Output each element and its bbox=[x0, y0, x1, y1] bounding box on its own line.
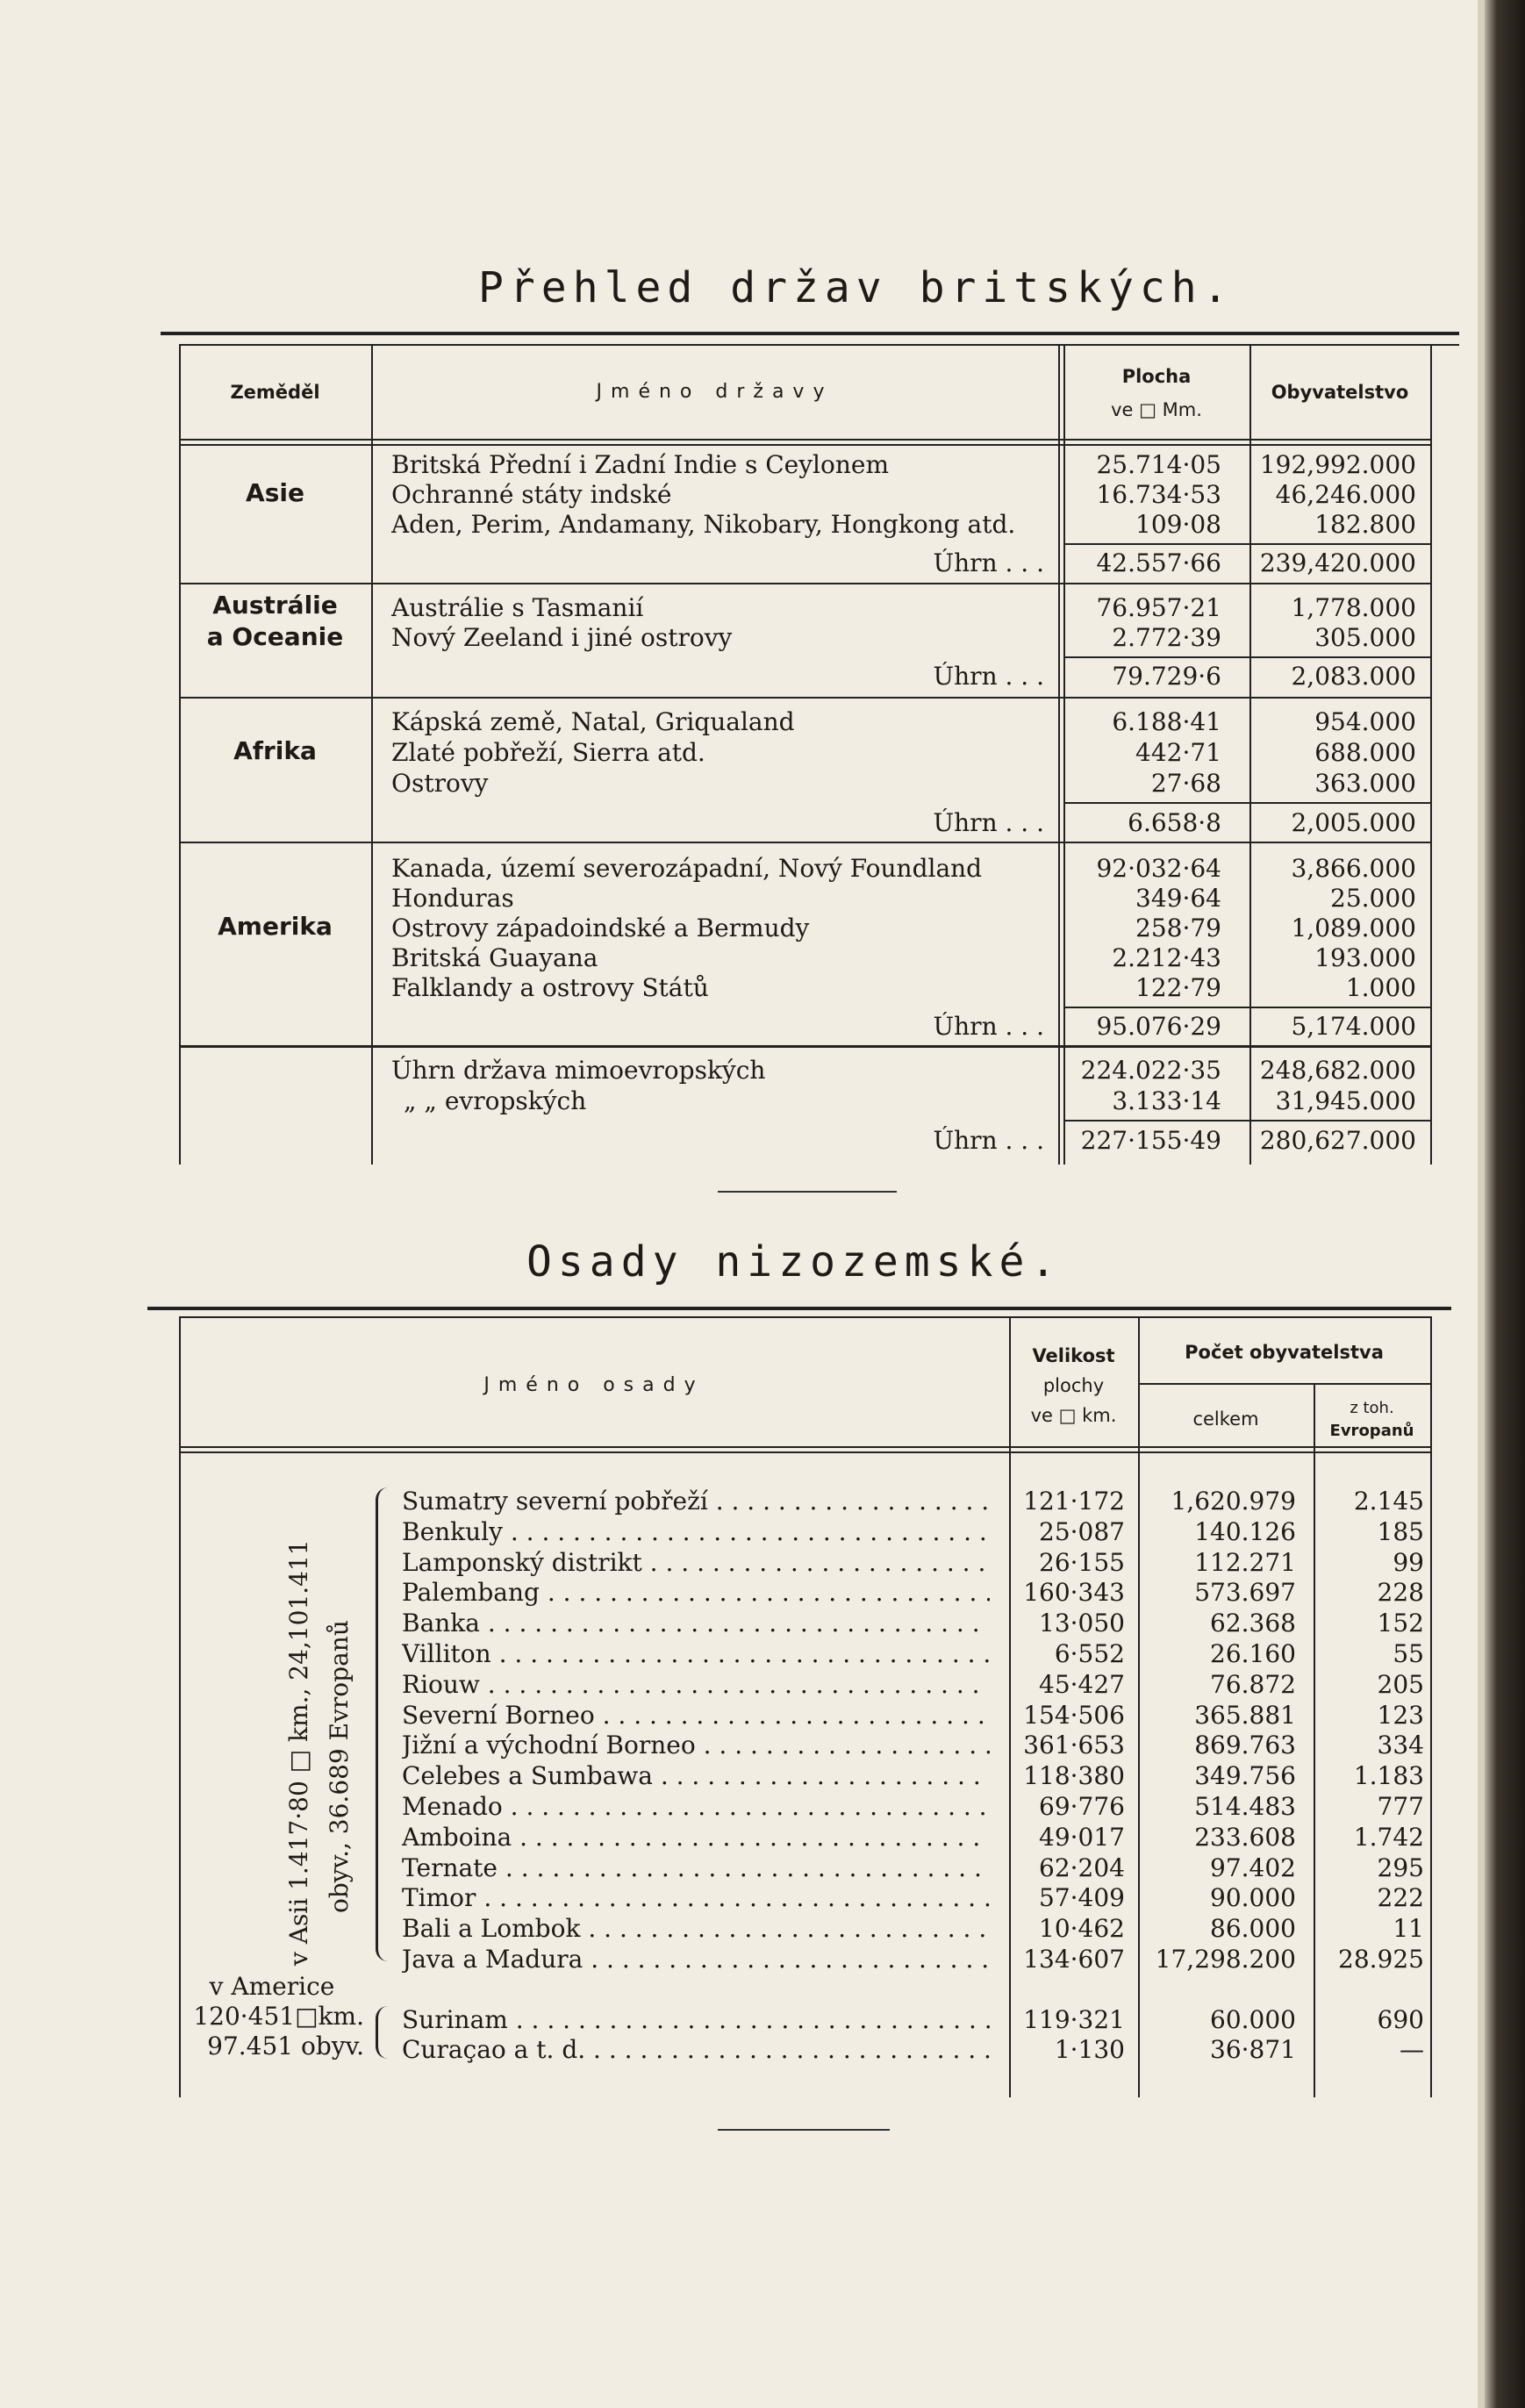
osada-total: 90.000 bbox=[1210, 1883, 1296, 1913]
row-area: 92·032·64 bbox=[1096, 854, 1221, 883]
osada-euro: 1.742 bbox=[1353, 1822, 1424, 1852]
america-label-2: 120·451□km. bbox=[193, 2002, 364, 2031]
row-area: 27·68 bbox=[1150, 769, 1221, 798]
osada-euro: 11 bbox=[1393, 1914, 1424, 1944]
osada-size: 118·380 bbox=[1023, 1761, 1125, 1791]
osada-size: 10·462 bbox=[1039, 1914, 1125, 1944]
header-size-3: ve □ km. bbox=[1030, 1405, 1117, 1426]
header-euro-1: z toh. bbox=[1350, 1399, 1394, 1417]
osada-size: 361·653 bbox=[1023, 1731, 1125, 1760]
header-euro-2: Evropanů bbox=[1329, 1422, 1414, 1440]
osada-name: Bali a Lombok . . . bbox=[402, 1914, 990, 1944]
osada-size: 134·607 bbox=[1023, 1945, 1125, 1974]
osada-name: Villiton . . . bbox=[402, 1639, 990, 1669]
row-name: Kápská země, Natal, Griqualand bbox=[391, 707, 795, 736]
total-label: Úhrn . . . bbox=[933, 662, 1044, 691]
osada-name: Sumatry severní pobřeží . . . bbox=[402, 1487, 990, 1516]
row-pop: 3,866.000 bbox=[1291, 854, 1416, 883]
osada-euro: — bbox=[1400, 2035, 1424, 2064]
osada-euro: 2.145 bbox=[1353, 1487, 1424, 1516]
osada-euro: 99 bbox=[1393, 1547, 1424, 1577]
total-pop: 2,083.000 bbox=[1291, 662, 1416, 691]
row-area: 122·79 bbox=[1135, 973, 1221, 1002]
osada-euro: 152 bbox=[1377, 1609, 1424, 1638]
osada-name: Timor . . . bbox=[402, 1883, 990, 1913]
summary-area: 3.133·14 bbox=[1112, 1086, 1221, 1115]
header-pop: Počet obyvatelstva bbox=[1185, 1342, 1384, 1363]
row-area: 442·71 bbox=[1135, 738, 1221, 767]
osada-size: 6·552 bbox=[1054, 1639, 1125, 1668]
osada-total: 514.483 bbox=[1194, 1792, 1296, 1821]
row-name: Britská Přední i Zadní Indie s Ceylonem bbox=[391, 450, 890, 479]
osada-total: 17,298.200 bbox=[1155, 1945, 1296, 1974]
header-size-1: Velikost bbox=[1032, 1345, 1115, 1366]
osada-total: 1,620.979 bbox=[1171, 1487, 1296, 1516]
total-pop: 239,420.000 bbox=[1259, 548, 1416, 577]
summary-total-pop: 280,627.000 bbox=[1259, 1126, 1416, 1155]
osada-total: 140.126 bbox=[1194, 1516, 1296, 1546]
osada-total: 60.000 bbox=[1210, 2005, 1296, 2034]
osada-euro: 55 bbox=[1393, 1639, 1424, 1668]
osada-euro: 185 bbox=[1377, 1516, 1424, 1546]
row-area: 109·08 bbox=[1135, 510, 1221, 539]
osada-total: 36·871 bbox=[1210, 2035, 1296, 2064]
osada-name: Riouw . . . bbox=[402, 1670, 990, 1700]
osada-total: 62.368 bbox=[1210, 1609, 1296, 1638]
osada-total: 365.881 bbox=[1194, 1700, 1296, 1730]
osada-total: 97.402 bbox=[1210, 1853, 1296, 1882]
row-name: Kanada, území severozápadní, Nový Foundland bbox=[391, 854, 983, 883]
row-pop: 193.000 bbox=[1314, 943, 1416, 972]
row-name: Ostrovy bbox=[391, 769, 489, 798]
row-pop: 954.000 bbox=[1314, 707, 1416, 736]
osada-name: Java a Madura . . . bbox=[402, 1945, 990, 1974]
row-pop: 182.800 bbox=[1314, 510, 1416, 539]
row-area: 76.957·21 bbox=[1096, 593, 1221, 622]
osada-euro: 222 bbox=[1377, 1883, 1424, 1913]
total-label: Úhrn . . . bbox=[933, 808, 1044, 837]
osada-euro: 295 bbox=[1377, 1853, 1424, 1882]
osada-euro: 123 bbox=[1377, 1700, 1424, 1730]
osada-size: 57·409 bbox=[1039, 1883, 1125, 1913]
total-pop: 5,174.000 bbox=[1291, 1012, 1416, 1041]
asia-brace bbox=[376, 1487, 396, 1961]
total-label: Úhrn . . . bbox=[933, 548, 1044, 577]
osada-euro: 690 bbox=[1377, 2005, 1424, 2034]
region-asia: Asie bbox=[246, 478, 304, 507]
header-osada: Jméno osady bbox=[483, 1374, 705, 1396]
osada-size: 154·506 bbox=[1023, 1700, 1125, 1730]
row-pop: 192,992.000 bbox=[1259, 450, 1416, 479]
osada-name: Lamponský distrikt . . . bbox=[402, 1548, 990, 1578]
osada-total: 112.271 bbox=[1194, 1547, 1296, 1577]
osada-size: 62·204 bbox=[1039, 1853, 1125, 1882]
separator-rule bbox=[718, 1191, 897, 1193]
row-area: 16.734·53 bbox=[1096, 480, 1221, 509]
region-africa: Afrika bbox=[233, 736, 317, 765]
osada-size: 26·155 bbox=[1039, 1547, 1125, 1577]
osada-name: Jižní a východní Borneo . . . bbox=[402, 1731, 990, 1760]
osada-name: Amboina . . . bbox=[402, 1823, 990, 1853]
total-area: 6.658·8 bbox=[1128, 808, 1221, 837]
row-name: Britská Guayana bbox=[391, 943, 598, 972]
header-area-2: ve □ Mm. bbox=[1111, 399, 1202, 420]
total-area: 95.076·29 bbox=[1096, 1012, 1221, 1041]
summary-name: „ „ evropských bbox=[404, 1086, 587, 1115]
row-pop: 1,778.000 bbox=[1291, 593, 1416, 622]
osada-size: 121·172 bbox=[1023, 1487, 1125, 1516]
summary-name: Úhrn država mimoevropských bbox=[391, 1056, 766, 1085]
region-america: Amerika bbox=[218, 912, 333, 941]
row-area: 2.772·39 bbox=[1112, 623, 1221, 652]
osada-size: 160·343 bbox=[1023, 1578, 1125, 1608]
asia-label-1: v Asii 1.417·80 □ km., 24,101.411 bbox=[284, 1539, 313, 1966]
osada-euro: 777 bbox=[1377, 1792, 1424, 1821]
osada-euro: 1.183 bbox=[1353, 1761, 1424, 1791]
header-size-2: plochy bbox=[1042, 1375, 1105, 1396]
america-brace bbox=[376, 2006, 396, 2059]
osada-total: 869.763 bbox=[1194, 1731, 1296, 1760]
osada-name: Benkuly . . . bbox=[402, 1517, 990, 1547]
row-area: 6.188·41 bbox=[1112, 707, 1221, 736]
row-area: 25.714·05 bbox=[1096, 450, 1221, 479]
osada-size: 119·321 bbox=[1023, 2005, 1125, 2034]
osada-total: 86.000 bbox=[1210, 1914, 1296, 1944]
summary-pop: 31,945.000 bbox=[1275, 1086, 1416, 1115]
osada-euro: 334 bbox=[1377, 1731, 1424, 1760]
osada-name: Severní Borneo . . . bbox=[402, 1701, 990, 1731]
row-pop: 363.000 bbox=[1314, 769, 1416, 798]
header-pop: Obyvatelstvo bbox=[1271, 382, 1409, 403]
book-spine bbox=[1485, 0, 1525, 2408]
region-australia: Austrálie a Oceanie bbox=[206, 591, 344, 651]
row-name: Nový Zeeland i jiné ostrovy bbox=[391, 623, 733, 652]
total-pop: 2,005.000 bbox=[1291, 808, 1416, 837]
page-edge bbox=[1478, 0, 1485, 2408]
osada-size: 25·087 bbox=[1039, 1516, 1125, 1546]
total-area: 79.729·6 bbox=[1112, 662, 1221, 691]
osada-name: Banka . . . bbox=[402, 1609, 990, 1638]
row-name: Zlaté pobřeží, Sierra atd. bbox=[391, 738, 705, 767]
osada-size: 13·050 bbox=[1039, 1609, 1125, 1638]
row-pop: 688.000 bbox=[1314, 738, 1416, 767]
asia-label-2: obyv., 36.689 Evropanů bbox=[325, 1620, 354, 1913]
osada-total: 349.756 bbox=[1194, 1761, 1296, 1791]
separator-rule-bottom bbox=[718, 2129, 890, 2131]
row-pop: 1.000 bbox=[1345, 973, 1416, 1002]
header-area-1: Plocha bbox=[1121, 366, 1192, 387]
row-name: Falklandy a ostrovy Států bbox=[391, 973, 709, 1002]
row-area: 258·79 bbox=[1135, 914, 1221, 942]
row-name: Ochranné státy indské bbox=[391, 480, 672, 509]
america-label-1: v Americe bbox=[209, 1972, 335, 2001]
header-total: celkem bbox=[1192, 1408, 1259, 1430]
summary-total-label: Úhrn . . . bbox=[933, 1126, 1044, 1155]
row-name: Honduras bbox=[391, 884, 514, 913]
row-area: 349·64 bbox=[1135, 884, 1221, 913]
osada-name: Menado . . . bbox=[402, 1792, 990, 1822]
osada-size: 69·776 bbox=[1039, 1792, 1125, 1821]
row-name: Aden, Perim, Andamany, Nikobary, Hongkong atd. bbox=[391, 510, 1016, 539]
row-pop: 25.000 bbox=[1330, 884, 1416, 913]
osada-name: Curaçao a t. d. . . . bbox=[402, 2035, 990, 2065]
osada-euro: 228 bbox=[1377, 1578, 1424, 1608]
row-pop: 305.000 bbox=[1314, 623, 1416, 652]
osada-total: 573.697 bbox=[1194, 1578, 1296, 1608]
total-label: Úhrn . . . bbox=[933, 1012, 1044, 1041]
osada-size: 45·427 bbox=[1039, 1669, 1125, 1699]
osada-total: 233.608 bbox=[1194, 1822, 1296, 1852]
osada-size: 49·017 bbox=[1039, 1822, 1125, 1852]
osada-name: Ternate . . . bbox=[402, 1853, 990, 1883]
summary-pop: 248,682.000 bbox=[1259, 1056, 1416, 1085]
osada-euro: 205 bbox=[1377, 1669, 1424, 1699]
america-label-3: 97.451 obyv. bbox=[207, 2032, 364, 2060]
summary-total-area: 227·155·49 bbox=[1080, 1126, 1221, 1155]
header-continent: Zeměděl bbox=[230, 382, 320, 403]
total-area: 42.557·66 bbox=[1096, 548, 1221, 577]
osada-euro: 28.925 bbox=[1338, 1945, 1424, 1974]
row-area: 2.212·43 bbox=[1112, 943, 1221, 972]
row-pop: 1,089.000 bbox=[1291, 914, 1416, 942]
osada-total: 26.160 bbox=[1210, 1639, 1296, 1668]
osada-size: 1·130 bbox=[1054, 2035, 1125, 2064]
row-pop: 46,246.000 bbox=[1275, 480, 1416, 509]
header-name: Jméno državy bbox=[596, 381, 834, 403]
row-name: Ostrovy západoindské a Bermudy bbox=[391, 914, 810, 942]
osada-total: 76.872 bbox=[1210, 1669, 1296, 1699]
row-name: Austrálie s Tasmanií bbox=[391, 593, 644, 622]
osada-name: Celebes a Sumbawa . . . bbox=[402, 1761, 990, 1791]
british-title: Přehled držav britských. bbox=[478, 263, 1235, 312]
summary-area: 224.022·35 bbox=[1080, 1056, 1221, 1085]
osada-name: Surinam . . . bbox=[402, 2005, 990, 2035]
osada-name: Palembang . . . bbox=[402, 1578, 990, 1608]
dutch-title: Osady nizozemské. bbox=[526, 1237, 1063, 1286]
